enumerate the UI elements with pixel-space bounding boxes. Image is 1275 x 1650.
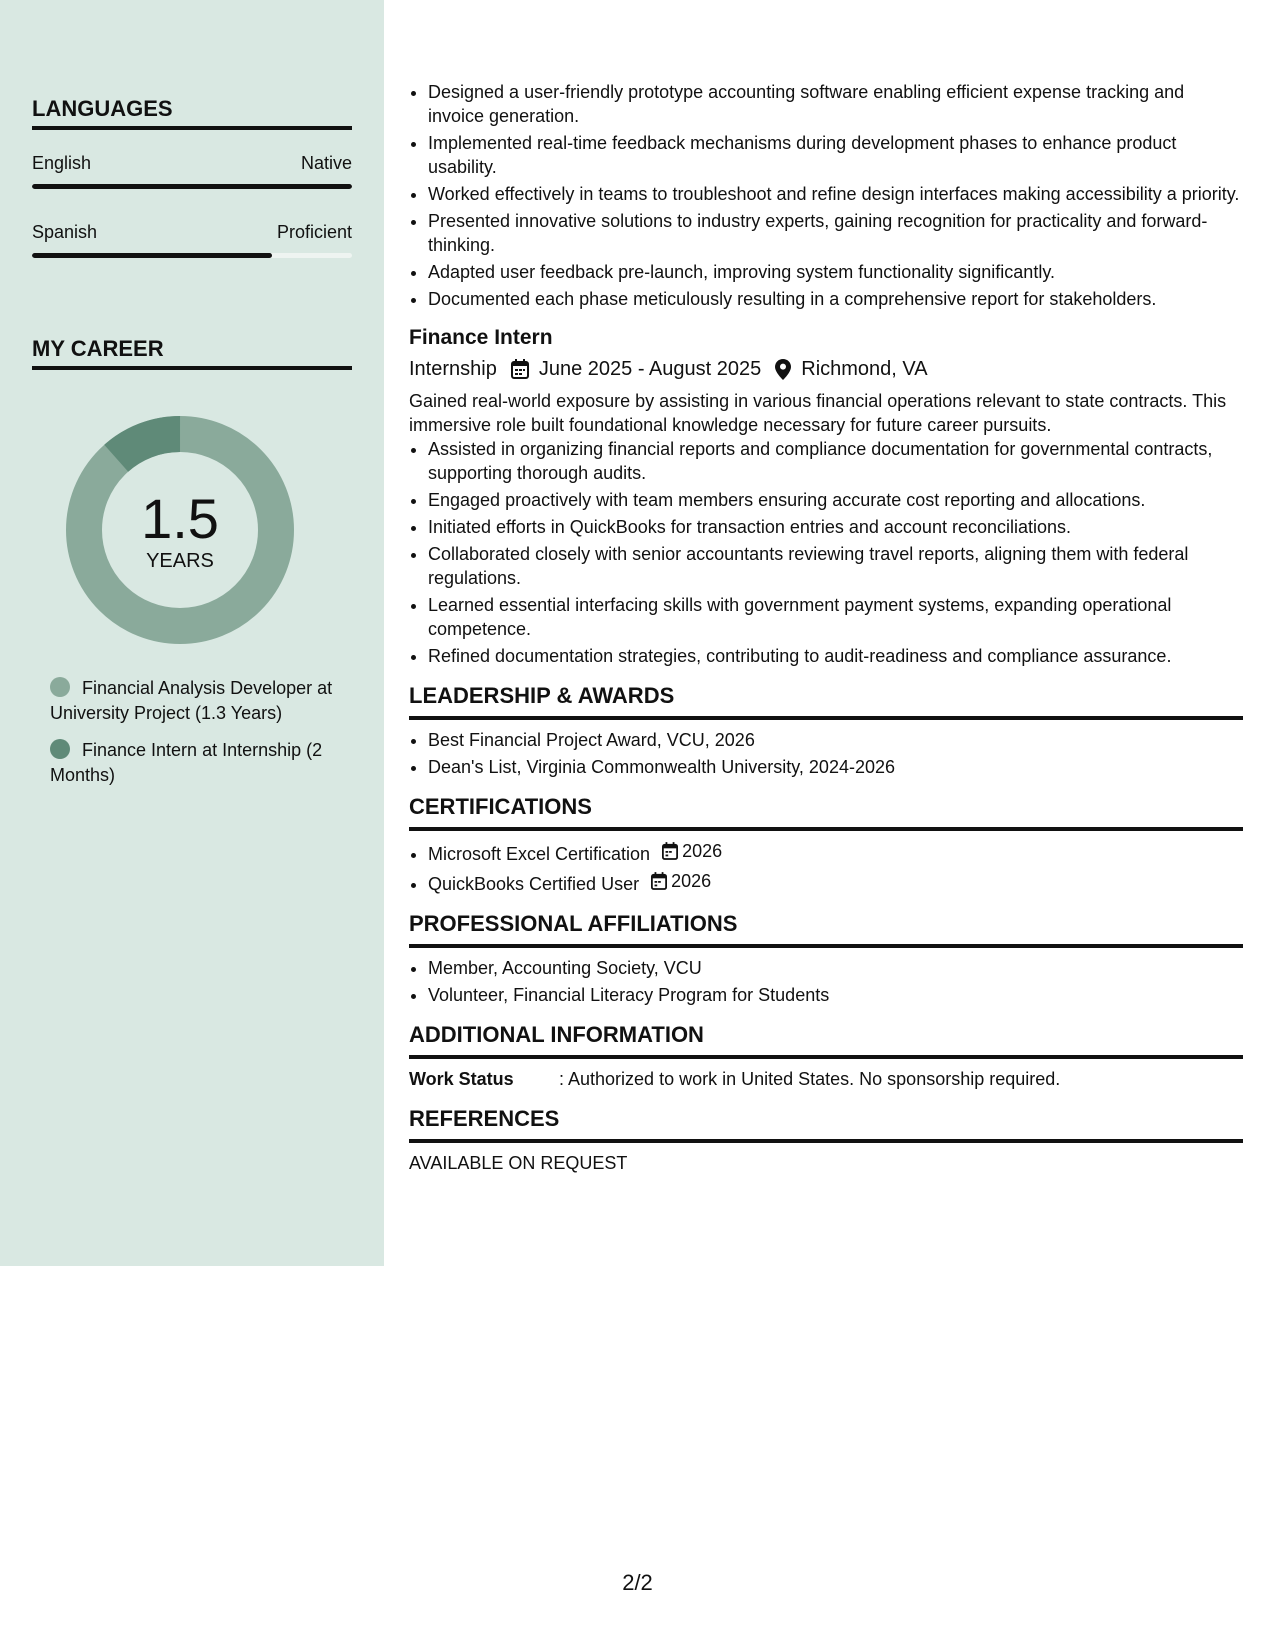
calendar-icon xyxy=(662,842,678,860)
list-item: • Engaged proactively with team members ensuring accurate cost reporting and allocations. xyxy=(428,488,1243,512)
list-item: • Learned essential interfacing skills with government payment systems, expanding operational competence. xyxy=(428,593,1243,641)
career-rule xyxy=(32,366,352,370)
previous-job-bullets xyxy=(409,80,1243,311)
career-legend-item xyxy=(50,738,340,788)
job-bullets xyxy=(409,437,1243,668)
page-number: 2/2 xyxy=(622,1570,653,1595)
list-item: • Initiated efforts in QuickBooks for transaction entries and account reconciliations. xyxy=(428,515,1243,539)
leadership-list xyxy=(409,728,1243,779)
legend-label: Financial Analysis Developer at University Project (1.3 Years) xyxy=(50,678,333,723)
certification-name: Microsoft Excel Certification xyxy=(428,844,651,864)
certification-item xyxy=(428,839,1243,866)
language-bar-english xyxy=(32,184,352,189)
legend-label: Finance Intern at Internship (2 Months) xyxy=(50,740,323,785)
job-location: Richmond, VA xyxy=(801,358,928,380)
certifications-heading: CERTIFICATIONS xyxy=(409,793,1243,831)
certification-item xyxy=(428,869,1243,896)
additional-info-heading: ADDITIONAL INFORMATION xyxy=(409,1021,1243,1059)
location-pin-icon xyxy=(775,359,791,380)
languages-rule xyxy=(32,126,352,130)
sidebar xyxy=(0,0,384,1266)
certification-year: 2026 xyxy=(682,841,723,861)
job-meta xyxy=(409,355,1243,383)
language-bar-spanish xyxy=(32,253,352,258)
list-item: • Member, Accounting Society, VCU xyxy=(428,956,1243,980)
list-item: • Implemented real-time feedback mechanisms during development phases to enhance product usability. xyxy=(428,131,1243,179)
language-english xyxy=(32,153,352,174)
references-text: AVAILABLE ON REQUEST xyxy=(409,1153,628,1173)
career-legend-item xyxy=(50,676,340,726)
career-total-years: 1.5 xyxy=(141,487,219,550)
list-item: • Documented each phase meticulously resulting in a comprehensive report for stakeholders. xyxy=(428,287,1243,311)
main-content xyxy=(409,80,1243,1175)
language-bar-fill xyxy=(32,253,272,258)
job-company: Internship xyxy=(409,358,497,380)
list-item: • Assisted in organizing financial reports and compliance documentation for governmental contracts, supporting thorough audits. xyxy=(428,437,1243,485)
list-item: • Presented innovative solutions to industry experts, gaining recognition for practicality and forward-thinking. xyxy=(428,209,1243,257)
list-item: • Worked effectively in teams to troubleshoot and refine design interfaces making accessibility a priority. xyxy=(428,182,1243,206)
language-spanish xyxy=(32,222,352,243)
language-level: Native xyxy=(300,153,352,173)
list-item: • Dean's List, Virginia Commonwealth University, 2024-2026 xyxy=(428,755,1243,779)
job-title: Finance Intern xyxy=(409,326,553,349)
list-item: • Designed a user-friendly prototype accounting software enabling efficient expense tracking and invoice generation. xyxy=(428,80,1243,128)
work-status-row xyxy=(409,1067,1243,1091)
language-name: Spanish xyxy=(32,222,98,242)
list-item: • Collaborated closely with senior accountants reviewing travel reports, aligning them with federal regulations. xyxy=(428,542,1243,590)
language-name: English xyxy=(32,153,92,173)
legend-dot xyxy=(50,739,70,759)
certifications-list xyxy=(409,839,1243,896)
list-item: • Volunteer, Financial Literacy Program for Students xyxy=(428,983,1243,1007)
affiliations-heading: PROFESSIONAL AFFILIATIONS xyxy=(409,910,1243,948)
affiliations-list xyxy=(409,956,1243,1007)
list-item: • Adapted user feedback pre-launch, improving system functionality significantly. xyxy=(428,260,1243,284)
certification-name: QuickBooks Certified User xyxy=(428,874,640,894)
list-item: • Refined documentation strategies, contributing to audit-readiness and compliance assurance. xyxy=(428,644,1243,668)
calendar-icon xyxy=(511,359,529,379)
career-heading: MY CAREER xyxy=(32,336,164,361)
leadership-heading: LEADERSHIP & AWARDS xyxy=(409,682,1243,720)
work-status-value: : Authorized to work in United States. No sponsorship required. xyxy=(559,1069,1061,1089)
language-bar-fill xyxy=(32,184,352,189)
languages-heading: LANGUAGES xyxy=(32,96,173,121)
legend-dot xyxy=(50,677,70,697)
career-unit: YEARS xyxy=(146,550,214,572)
certification-year: 2026 xyxy=(671,871,712,891)
list-item: • Best Financial Project Award, VCU, 2026 xyxy=(428,728,1243,752)
language-level: Proficient xyxy=(276,222,352,242)
references-heading: REFERENCES xyxy=(409,1105,1243,1143)
job-dates: June 2025 - August 2025 xyxy=(538,358,762,380)
calendar-icon xyxy=(651,872,667,890)
work-status-label: Work Status xyxy=(409,1069,514,1089)
job-description: Gained real-world exposure by assisting in various financial operations relevant to state contracts. This immersive role built foundational knowledge necessary for future career pursuits. xyxy=(409,391,1227,435)
